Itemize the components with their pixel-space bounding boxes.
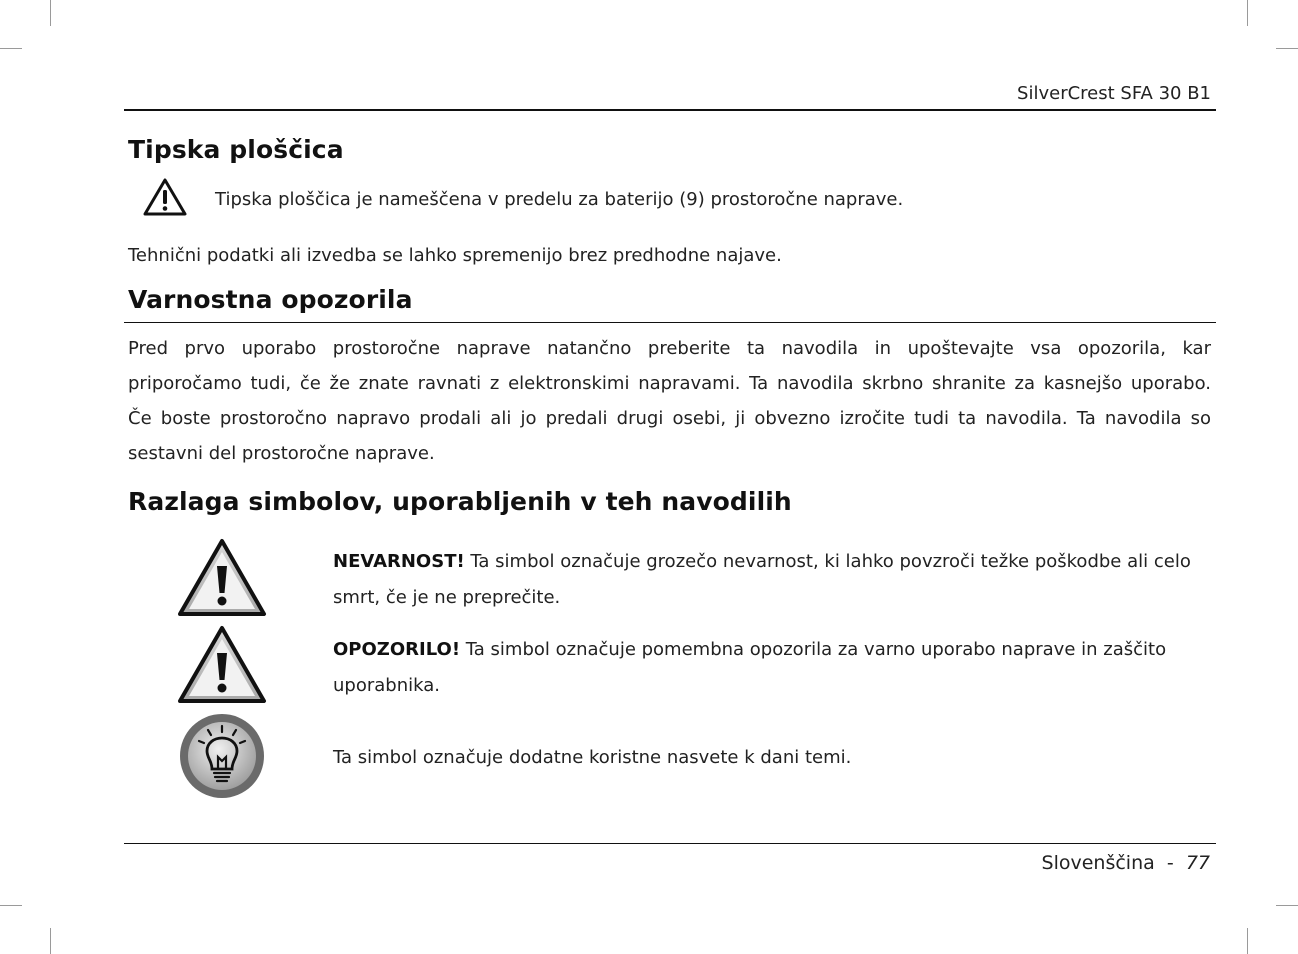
paragraph-line: Pred prvo uporabo prostoročne naprave natančno preberite ta navodila in upoštevajte vsa opozorila, kar	[128, 338, 1211, 359]
crop-mark	[0, 905, 22, 906]
paragraph-line: Če boste prostoročno napravo prodali ali jo predali drugi osebi, ji obvezno izročite tudi ta navodila. Ta navodila so	[128, 408, 1211, 429]
tipska-after-text: Tehnični podatki ali izvedba se lahko spremenijo brez predhodne najave.	[128, 245, 782, 266]
section-rule	[124, 322, 1216, 323]
danger-triangle-icon	[177, 625, 267, 705]
danger-description	[333, 544, 1213, 616]
warning-label: OPOZORILO!	[333, 639, 461, 660]
crop-mark	[1247, 0, 1248, 26]
danger-label: NEVARNOST!	[333, 551, 465, 572]
paragraph-line: priporočamo tudi, če že znate ravnati z elektronskimi napravami. Ta navodila skrbno shranite za kasnejšo uporabo.	[128, 373, 1211, 394]
page-number: 77	[1185, 852, 1210, 874]
crop-mark	[1276, 48, 1298, 49]
danger-triangle-icon	[177, 538, 267, 618]
crop-mark	[0, 48, 22, 49]
section-title-tipska: Tipska ploščica	[128, 135, 344, 164]
crop-mark	[1276, 905, 1298, 906]
section-title-razlaga: Razlaga simbolov, uporabljenih v teh navodilih	[128, 487, 792, 516]
footer-rule	[124, 843, 1216, 844]
crop-mark	[1247, 928, 1248, 954]
tip-description: Ta simbol označuje dodatne koristne nasvete k dani temi.	[333, 747, 852, 768]
warning-text: Ta simbol označuje pomembna opozorila za varno uporabo naprave in zaščito uporabnika.	[333, 639, 1167, 696]
warning-description	[333, 632, 1213, 704]
warning-triangle-icon	[143, 178, 187, 216]
footer-language: Slovenščina	[1041, 852, 1155, 874]
header-rule	[124, 109, 1216, 111]
section-title-varnostna: Varnostna opozorila	[128, 285, 413, 314]
crop-mark	[50, 928, 51, 954]
lightbulb-tip-icon	[177, 711, 267, 801]
crop-mark	[50, 0, 51, 26]
danger-text: Ta simbol označuje grozečo nevarnost, ki lahko povzroči težke poškodbe ali celo smrt, če je ne preprečite.	[333, 551, 1191, 608]
varnostna-paragraph	[128, 331, 1211, 471]
page-footer	[1042, 852, 1210, 874]
footer-separator: -	[1166, 852, 1174, 874]
tipska-note: Tipska ploščica je nameščena v predelu za baterijo (9) prostoročne naprave.	[215, 189, 904, 210]
page-header-product: SilverCrest SFA 30 B1	[1017, 83, 1211, 104]
paragraph-line: sestavni del prostoročne naprave.	[128, 443, 435, 464]
